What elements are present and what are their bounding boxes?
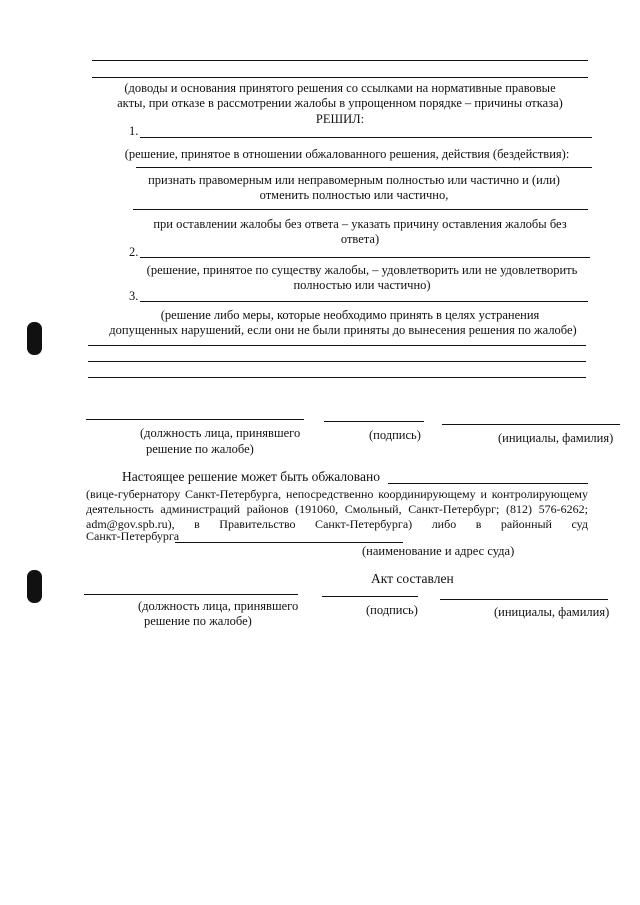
signature-caption: (подпись) [366,603,418,617]
position-caption-line-1: (должность лица, принявшего [138,599,299,613]
position-caption-line-2: решение по жалобе) [146,442,254,456]
punch-hole [27,570,42,603]
blank-line [388,483,588,484]
name-line [442,424,620,425]
appeal-intro: Настоящее решение может быть обжаловано [122,469,380,484]
item-1-caption: (решение, принятое в отношении обжалованного решения, действия (бездействия): [124,147,570,161]
item-2-caption-line-2: полностью или частично) [293,278,431,292]
signature-caption: (подпись) [369,428,421,442]
punch-hole [27,322,42,355]
appeal-text-line-3: adm@gov.spb.ru), в Правительство Санкт-Петербурга) либо в районный суд [86,517,588,531]
appeal-text-line-1: (вице-губернатору Санкт-Петербурга, непосредственно координирующему и контролирующему [86,487,588,501]
item-1-option-b-line-2: ответа) [340,232,380,246]
act-heading: Акт составлен [371,571,454,586]
item-2-number: 2. [129,245,139,259]
item-3-number: 3. [129,289,139,303]
appeal-text-line-2: деятельность администраций районов (191060, Смольный, Санкт-Петербург; (812) 576-6262; [86,502,588,516]
blank-line [92,77,588,78]
blank-line [140,257,590,258]
blank-line [88,377,586,378]
blank-line [133,209,588,210]
blank-line [140,301,588,302]
name-caption: (инициалы, фамилия) [498,431,614,445]
item-1-option-b-line-1: при оставлении жалобы без ответа – указать причину оставления жалобы без [153,217,567,231]
grounds-caption-line-1: (доводы и основания принятого решения со ссылками на нормативные правовые [124,81,556,95]
court-line [175,542,403,543]
item-3-caption-line-1: (решение либо меры, которые необходимо принять в целях устранения [160,308,540,322]
item-1-option-a-line-1: признать правомерным или неправомерным полностью или частично и (или) [148,173,560,187]
appeal-text-line-4: Санкт-Петербурга [86,529,180,543]
decided-heading: РЕШИЛ: [315,112,365,126]
item-1-number: 1. [129,124,139,138]
blank-line [136,167,592,168]
position-line [86,419,304,420]
blank-line [92,60,588,61]
name-caption: (инициалы, фамилия) [494,605,610,619]
blank-line [140,137,592,138]
position-caption-line-2: решение по жалобе) [144,614,252,628]
signature-line [322,596,418,597]
position-line [84,594,298,595]
name-line [440,599,608,600]
grounds-caption-line-2: акты, при отказе в рассмотрении жалобы в упрощенном порядке – причины отказа) [117,96,563,110]
item-1-option-a-line-2: отменить полностью или частично, [259,188,449,202]
item-3-caption-line-2: допущенных нарушений, если они не были приняты до вынесения решения по жалобе) [109,323,577,337]
blank-line [88,345,586,346]
item-2-caption-line-1: (решение, принятое по существу жалобы, – удовлетворить или не удовлетворить [146,263,578,277]
signature-line [324,421,424,422]
court-caption: (наименование и адрес суда) [362,544,515,558]
position-caption-line-1: (должность лица, принявшего [140,426,301,440]
blank-line [88,361,586,362]
